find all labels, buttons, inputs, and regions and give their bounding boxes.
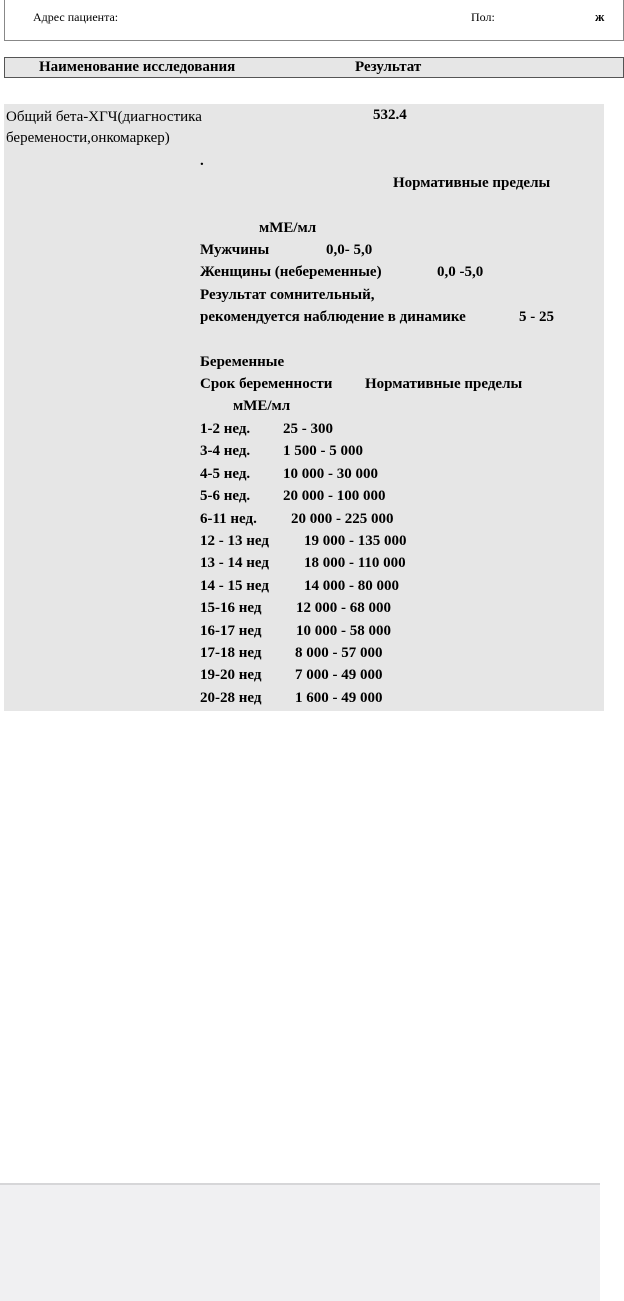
week-range: 19 000 - 135 000	[304, 533, 407, 549]
test-name-line2: беременоcти,онкомаркер)	[6, 130, 170, 146]
ref-men-label: Мужчины	[200, 242, 270, 258]
week-term: 5-6 нед.	[200, 488, 251, 504]
week-range: 20 000 - 225 000	[291, 511, 394, 527]
week-term: 4-5 нед.	[200, 466, 251, 482]
patient-info-box	[4, 0, 624, 41]
test-name-line1: Общий бета-ХГЧ(диагностика	[6, 109, 202, 125]
column-test-name: Наименование исследования	[39, 59, 236, 75]
week-term: 20-28 нед	[200, 690, 262, 706]
ref-doubtful-line1: Результат сомнительный,	[200, 287, 375, 303]
week-range: 10 000 - 30 000	[283, 466, 378, 482]
week-range: 25 - 300	[283, 421, 333, 437]
week-range: 12 000 - 68 000	[296, 600, 391, 616]
ref-dot: .	[200, 153, 204, 169]
patient-address-label: Адрес пациента:	[33, 10, 119, 24]
ref-limits-header: Нормативные пределы	[365, 376, 523, 392]
bottom-gray-area	[0, 1183, 600, 1301]
ref-title: Нормативные пределы	[393, 175, 551, 191]
week-term: 1-2 нед.	[200, 421, 251, 437]
week-term: 17-18 нед	[200, 645, 262, 661]
week-range: 8 000 - 57 000	[295, 645, 383, 661]
week-range: 1 500 - 5 000	[283, 443, 363, 459]
week-range: 20 000 - 100 000	[283, 488, 386, 504]
week-range: 18 000 - 110 000	[304, 555, 406, 571]
week-range: 10 000 - 58 000	[296, 623, 391, 639]
ref-men-range: 0,0- 5,0	[326, 242, 373, 258]
test-name	[6, 107, 246, 149]
ref-unit2: мМЕ/мл	[233, 398, 291, 414]
patient-sex-label: Пол:	[471, 10, 495, 24]
ref-doubtful-range: 5 - 25	[519, 309, 554, 325]
ref-women-range: 0,0 -5,0	[437, 264, 484, 280]
week-term: 15-16 нед	[200, 600, 262, 616]
week-term: 6-11 нед.	[200, 511, 257, 527]
ref-unit: мМЕ/мл	[259, 220, 317, 236]
column-result: Результат	[355, 59, 422, 75]
week-term: 16-17 нед	[200, 623, 262, 639]
results-table-header	[4, 57, 624, 78]
week-term: 14 - 15 нед	[200, 578, 269, 594]
test-result-value: 532.4	[373, 107, 407, 123]
week-term: 19-20 нед	[200, 667, 262, 683]
ref-term-header: Срок беременности	[200, 376, 333, 392]
patient-sex-value: ж	[595, 9, 605, 24]
ref-women-label: Женщины (небеременные)	[200, 264, 382, 280]
week-term: 3-4 нед.	[200, 443, 251, 459]
ref-pregnant-label: Беременные	[200, 354, 285, 370]
ref-doubtful-line2: рекомендуется наблюдение в динамике	[200, 309, 466, 325]
result-row-background	[4, 104, 604, 711]
week-range: 14 000 - 80 000	[304, 578, 399, 594]
week-term: 13 - 14 нед	[200, 555, 269, 571]
week-range: 1 600 - 49 000	[295, 690, 383, 706]
week-range: 7 000 - 49 000	[295, 667, 383, 683]
week-term: 12 - 13 нед	[200, 533, 269, 549]
